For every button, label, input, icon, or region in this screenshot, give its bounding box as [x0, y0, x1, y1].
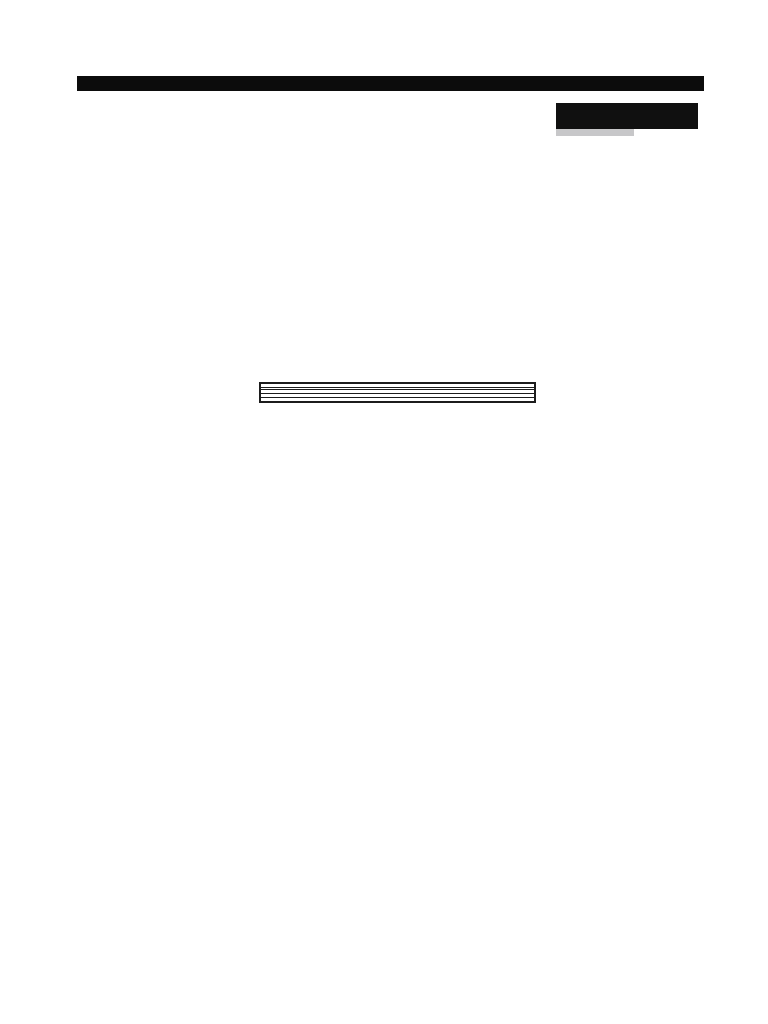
- section-heading-1: [134, 179, 668, 193]
- brand-bar-fill: [77, 76, 704, 91]
- interest-table: [259, 382, 536, 403]
- brand-bar: [64, 76, 704, 91]
- section-heading-3: [134, 263, 668, 277]
- section-heading-2: [134, 234, 668, 248]
- document-content: [134, 179, 668, 403]
- section1-paragraph: [134, 205, 668, 219]
- table-row: [261, 398, 534, 401]
- logo-wordmark: [556, 103, 698, 129]
- logo-band-gray: [556, 129, 634, 136]
- brand-bar-lead: [64, 76, 77, 91]
- banco-ripley-logo: [556, 103, 698, 136]
- logo-band: [556, 129, 698, 136]
- logo-stripes: [634, 129, 698, 136]
- section-heading-4: [134, 293, 668, 307]
